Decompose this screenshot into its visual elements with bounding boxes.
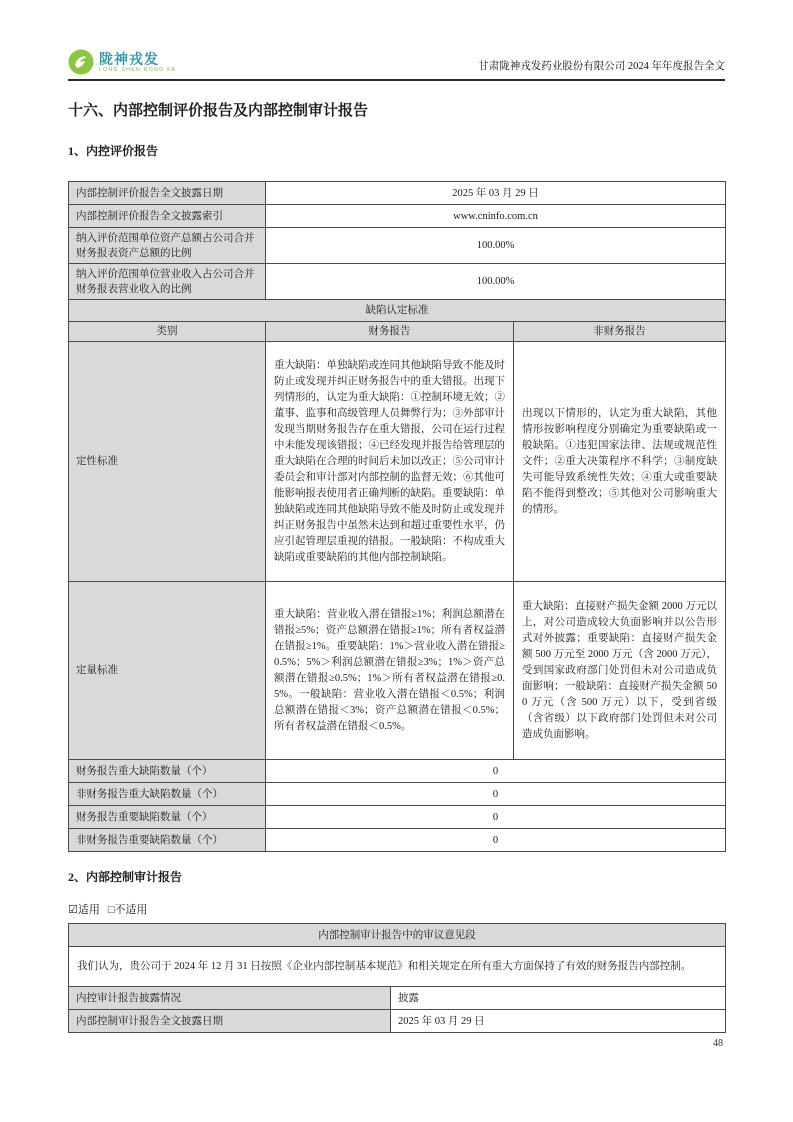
row-label: 非财务报告重要缺陷数量（个） (69, 829, 266, 852)
row-label: 内部控制评价报告全文披露索引 (69, 205, 266, 228)
brand-subtitle: LONG SHEN RONG FA (99, 66, 177, 73)
quantitative-standard-row (69, 582, 726, 760)
applicable-label: 适用 (77, 904, 100, 916)
document-title: 甘肃陇神戎发药业股份有限公司 2024 年年度报告全文 (478, 61, 725, 72)
row-value: 0 (266, 806, 726, 829)
table-row (69, 205, 726, 228)
quantitative-financial-text: 重大缺陷：营业收入潜在错报≥1%；利润总额潜在错报≥5%；资产总额潜在错报≥1%；所有者权益潜在错报≥1%。重要缺陷：1%＞营业收入潜在错报≥0.5%；5%＞利润总额潜在错报≥3%；1%＞资产总额潜在错报≥0.5%；1%＞所有者权益潜在错报≥0.5%。一般缺陷：营业收入潜在错报＜0.5%；利润总额潜在错报＜3%；资产总额潜在错报＜0.5%；所有者权益潜在错报＜0.5%。 (266, 582, 514, 760)
qualitative-non-financial-text: 出现以下情形的，认定为重大缺陷，其他情形按影响程度分别确定为重要缺陷或一般缺陷。①违犯国家法律、法规或规范性文件；②重大决策程序不科学；③制度缺失可能导致系统性失效；④重大或重要缺陷不能得到整改；⑤其他对公司影响重大的情形。 (514, 342, 726, 582)
applicability-line (68, 903, 725, 918)
row-label: 财务报告重要缺陷数量（个） (69, 806, 266, 829)
column-header-category: 类别 (69, 322, 266, 342)
company-logo (68, 49, 176, 75)
row-value: 100.00% (266, 264, 726, 300)
table-row (69, 182, 726, 205)
table-row (69, 806, 726, 829)
table-row (69, 264, 726, 300)
not-applicable-label: 不适用 (114, 904, 148, 916)
internal-control-evaluation-table (68, 181, 726, 852)
section-2-title: 2、内部控制审计报告 (68, 870, 183, 884)
section-1-title: 1、内控评价报告 (68, 144, 159, 158)
table-row (69, 783, 726, 806)
quantitative-non-financial-text: 重大缺陷：直接财产损失金额 2000 万元以上，对公司造成较大负面影响并以公告形式对外披露；重要缺陷：直接财产损失金额 500 万元至 2000 万元（含 2000 万元），受到国家政府部门处罚但未对公司造成负面影响；一般缺陷：直接财产损失金额 500 万元（含 500 万元）以下，受到省级（含省级）以下政府部门处罚但未对公司造成负面影响。 (514, 582, 726, 760)
page-number: 48 (713, 1038, 723, 1049)
row-label: 财务报告重大缺陷数量（个） (69, 760, 266, 783)
checked-checkbox-icon: ☑ (68, 904, 78, 916)
row-label: 内控审计报告披露情况 (69, 987, 391, 1010)
qualitative-label: 定性标准 (69, 342, 266, 582)
row-value: 2025 年 03 月 29 日 (266, 182, 726, 205)
row-label: 纳入评价范围单位资产总额占公司合并财务报表资产总额的比例 (69, 228, 266, 264)
applicable-option (68, 904, 100, 916)
row-value: 披露 (391, 987, 726, 1010)
not-applicable-option (108, 904, 148, 916)
row-value: 0 (266, 760, 726, 783)
defect-standard-header-row (69, 300, 726, 322)
table-row (69, 829, 726, 852)
table-row (69, 1010, 726, 1033)
qualitative-standard-row (69, 342, 726, 582)
qualitative-financial-text: 重大缺陷：单独缺陷或连同其他缺陷导致不能及时防止或发现并纠正财务报告中的重大错报。出现下列情形的，认定为重大缺陷：①控制环境无效；②董事、监事和高级管理人员舞弊行为；③外部审计发现当期财务报告存在重大错报，公司在运行过程中未能发现该错报；④已经发现并报告给管理层的重大缺陷在合理的时间后未加以改正；⑤公司审计委员会和审计部对内部控制的监督无效；⑥其他可能影响报表使用者正确判断的缺陷。重要缺陷：单独缺陷或连同其他缺陷导致不能及时防止或发现并纠正财务报告中虽然未达到和超过重要性水平，仍应引起管理层重视的错报。一般缺陷：不构成重大缺陷或重要缺陷的其他内部控制缺陷。 (266, 342, 514, 582)
column-header-row (69, 322, 726, 342)
audit-opinion-header-row (69, 924, 726, 947)
table-row (69, 760, 726, 783)
row-value: www.cninfo.com.cn (266, 205, 726, 228)
row-label: 内部控制评价报告全文披露日期 (69, 182, 266, 205)
row-label: 非财务报告重大缺陷数量（个） (69, 783, 266, 806)
audit-opinion-row (69, 947, 726, 987)
row-value: 2025 年 03 月 29 日 (391, 1010, 726, 1033)
section-16-title: 十六、内部控制评价报告及内部控制审计报告 (68, 103, 369, 119)
brand-name: 陇神戎发 (99, 50, 159, 67)
quantitative-label: 定量标准 (69, 582, 266, 760)
table-row (69, 228, 726, 264)
page-header (68, 46, 725, 75)
unchecked-checkbox-icon: □ (107, 904, 115, 916)
audit-opinion-text: 我们认为，贵公司于 2024 年 12 月 31 日按照《企业内部控制基本规范》和相关规定在所有重大方面保持了有效的财务报告内部控制。 (69, 947, 726, 987)
header-divider (68, 79, 725, 81)
table-row (69, 987, 726, 1010)
row-value: 0 (266, 783, 726, 806)
row-value: 0 (266, 829, 726, 852)
column-header-non-financial: 非财务报告 (514, 322, 726, 342)
row-label: 纳入评价范围单位营业收入占公司合并财务报表营业收入的比例 (69, 264, 266, 300)
column-header-financial: 财务报告 (266, 322, 514, 342)
row-label: 内部控制审计报告全文披露日期 (69, 1010, 391, 1033)
audit-opinion-header: 内部控制审计报告中的审议意见段 (69, 924, 726, 947)
logo-icon (68, 49, 94, 75)
row-value: 100.00% (266, 228, 726, 264)
internal-control-audit-table (68, 923, 726, 1033)
defect-standard-header: 缺陷认定标准 (69, 300, 726, 322)
